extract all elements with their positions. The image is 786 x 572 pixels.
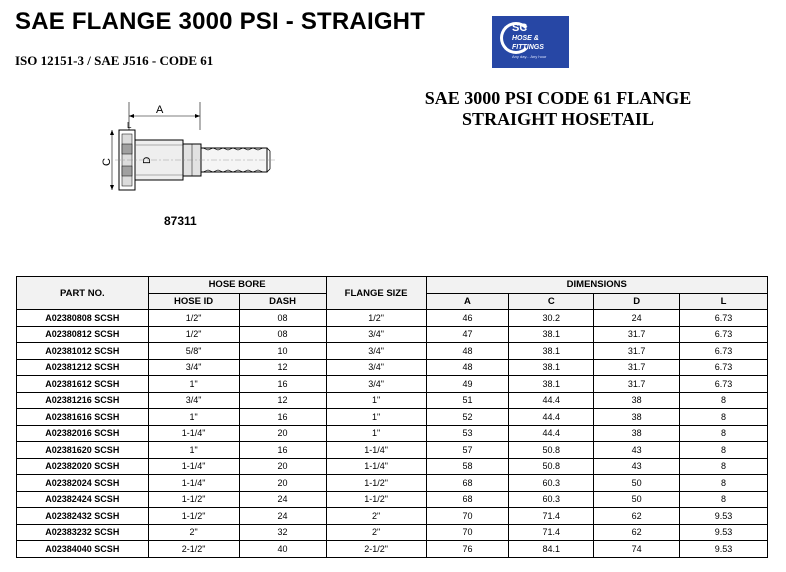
cell-dim-d: 62 — [594, 508, 680, 525]
cell-hose-id: 2-1/2" — [148, 541, 239, 558]
cell-dim-d: 74 — [594, 541, 680, 558]
cell-dim-a: 57 — [426, 442, 509, 459]
cell-dim-c: 71.4 — [509, 524, 594, 541]
table-row — [17, 508, 768, 525]
product-heading-line2: STRAIGHT HOSETAIL — [462, 109, 654, 129]
cell-dim-a: 76 — [426, 541, 509, 558]
cell-dim-l: 8 — [680, 425, 768, 442]
cell-flange-size: 1-1/2" — [326, 475, 426, 492]
cell-dash: 20 — [239, 458, 326, 475]
cell-hose-id: 3/4" — [148, 392, 239, 409]
cell-dim-a: 68 — [426, 475, 509, 492]
cell-dim-l: 8 — [680, 442, 768, 459]
table-row — [17, 392, 768, 409]
table-row — [17, 524, 768, 541]
cell-part-no: A02382424 SCSH — [17, 491, 149, 508]
table-row — [17, 491, 768, 508]
cell-dim-a: 49 — [426, 376, 509, 393]
cell-dash: 40 — [239, 541, 326, 558]
cell-dash: 10 — [239, 343, 326, 360]
cell-dim-l: 8 — [680, 409, 768, 426]
dim-label-c: C — [101, 158, 113, 166]
cell-dim-a: 48 — [426, 343, 509, 360]
parts-table-body — [17, 310, 768, 558]
cell-flange-size: 1/2" — [326, 310, 426, 327]
cell-dim-c: 44.4 — [509, 409, 594, 426]
cell-hose-id: 1/2" — [148, 310, 239, 327]
cell-dim-d: 31.7 — [594, 343, 680, 360]
cell-part-no: A02381212 SCSH — [17, 359, 149, 376]
table-row — [17, 376, 768, 393]
cell-dash: 20 — [239, 475, 326, 492]
table-row — [17, 343, 768, 360]
cell-dim-c: 30.2 — [509, 310, 594, 327]
cell-dim-a: 53 — [426, 425, 509, 442]
cell-hose-id: 1-1/4" — [148, 425, 239, 442]
cell-dim-a: 70 — [426, 508, 509, 525]
cell-hose-id: 1-1/2" — [148, 491, 239, 508]
cell-dash: 16 — [239, 442, 326, 459]
cell-hose-id: 1-1/4" — [148, 475, 239, 492]
cell-part-no: A02381616 SCSH — [17, 409, 149, 426]
cell-dim-c: 84.1 — [509, 541, 594, 558]
cell-dim-d: 38 — [594, 409, 680, 426]
cell-part-no: A02382020 SCSH — [17, 458, 149, 475]
cell-dim-a: 70 — [426, 524, 509, 541]
cell-dash: 20 — [239, 425, 326, 442]
cell-dash: 16 — [239, 409, 326, 426]
cell-dim-c: 60.3 — [509, 491, 594, 508]
standard-subtitle: ISO 12151-3 / SAE J516 - CODE 61 — [15, 53, 214, 68]
cell-hose-id: 1" — [148, 409, 239, 426]
cell-dim-d: 43 — [594, 442, 680, 459]
cell-part-no: A02384040 SCSH — [17, 541, 149, 558]
dim-label-l: L — [127, 121, 132, 130]
cell-dim-d: 31.7 — [594, 376, 680, 393]
cell-hose-id: 1-1/2" — [148, 508, 239, 525]
cell-dim-a: 48 — [426, 359, 509, 376]
product-code: 87311 — [164, 214, 197, 228]
cell-dim-d: 24 — [594, 310, 680, 327]
cell-dim-d: 38 — [594, 392, 680, 409]
header-hose-id: HOSE ID — [148, 293, 239, 310]
cell-flange-size: 2-1/2" — [326, 541, 426, 558]
cell-dim-l: 8 — [680, 491, 768, 508]
cell-dim-c: 44.4 — [509, 392, 594, 409]
cell-dim-a: 58 — [426, 458, 509, 475]
cell-dim-d: 43 — [594, 458, 680, 475]
logo-text-hose: HOSE & — [512, 35, 539, 42]
cell-part-no: A02381620 SCSH — [17, 442, 149, 459]
cell-dim-l: 8 — [680, 458, 768, 475]
cell-dim-l: 9.53 — [680, 541, 768, 558]
table-row — [17, 475, 768, 492]
cell-hose-id: 1-1/4" — [148, 458, 239, 475]
logo-text-fittings: FITTINGS — [512, 44, 544, 51]
header-dim-l: L — [680, 293, 768, 310]
cell-dim-a: 52 — [426, 409, 509, 426]
cell-dim-d: 31.7 — [594, 326, 680, 343]
table-row — [17, 442, 768, 459]
cell-dash: 32 — [239, 524, 326, 541]
cell-part-no: A02381012 SCSH — [17, 343, 149, 360]
cell-flange-size: 1-1/2" — [326, 491, 426, 508]
table-row — [17, 541, 768, 558]
cell-dim-c: 71.4 — [509, 508, 594, 525]
cell-dash: 12 — [239, 392, 326, 409]
cell-flange-size: 2" — [326, 524, 426, 541]
cell-dash: 08 — [239, 326, 326, 343]
cell-dim-c: 38.1 — [509, 359, 594, 376]
cell-hose-id: 2" — [148, 524, 239, 541]
parts-table — [16, 276, 768, 558]
cell-dim-c: 60.3 — [509, 475, 594, 492]
logo-tagline: Any day... Any hour — [512, 54, 547, 59]
page-title: SAE FLANGE 3000 PSI - STRAIGHT — [15, 8, 426, 35]
cell-dim-a: 51 — [426, 392, 509, 409]
cell-hose-id: 5/8" — [148, 343, 239, 360]
cell-dim-d: 38 — [594, 425, 680, 442]
cell-dim-c: 50.8 — [509, 442, 594, 459]
header-dim-d: D — [594, 293, 680, 310]
cell-part-no: A02383232 SCSH — [17, 524, 149, 541]
cell-dim-d: 62 — [594, 524, 680, 541]
cell-dim-a: 47 — [426, 326, 509, 343]
cell-part-no: A02381216 SCSH — [17, 392, 149, 409]
cell-dash: 16 — [239, 376, 326, 393]
cell-flange-size: 3/4" — [326, 376, 426, 393]
cell-dim-c: 38.1 — [509, 376, 594, 393]
cell-dim-c: 50.8 — [509, 458, 594, 475]
dim-label-a: A — [156, 104, 164, 116]
cell-dim-a: 68 — [426, 491, 509, 508]
cell-flange-size: 1-1/4" — [326, 442, 426, 459]
cell-flange-size: 1-1/4" — [326, 458, 426, 475]
cell-flange-size: 1" — [326, 392, 426, 409]
table-row — [17, 425, 768, 442]
table-row — [17, 458, 768, 475]
table-row — [17, 326, 768, 343]
header-dim-c: C — [509, 293, 594, 310]
cell-dim-l: 6.73 — [680, 326, 768, 343]
product-heading — [400, 88, 716, 130]
cell-dim-d: 31.7 — [594, 359, 680, 376]
table-row — [17, 310, 768, 327]
cell-flange-size: 1" — [326, 409, 426, 426]
cell-part-no: A02382016 SCSH — [17, 425, 149, 442]
cell-part-no: A02380808 SCSH — [17, 310, 149, 327]
cell-dim-l: 8 — [680, 475, 768, 492]
cell-dim-l: 6.73 — [680, 310, 768, 327]
dim-label-d: D — [142, 156, 153, 164]
header-dimensions: DIMENSIONS — [426, 277, 767, 294]
company-logo — [492, 16, 569, 68]
cell-dim-l: 6.73 — [680, 343, 768, 360]
cell-part-no: A02382432 SCSH — [17, 508, 149, 525]
table-row — [17, 409, 768, 426]
cell-part-no: A02382024 SCSH — [17, 475, 149, 492]
fitting-drawing — [100, 100, 280, 200]
cell-dash: 08 — [239, 310, 326, 327]
cell-dash: 12 — [239, 359, 326, 376]
cell-dash: 24 — [239, 491, 326, 508]
cell-flange-size: 3/4" — [326, 343, 426, 360]
cell-dim-c: 38.1 — [509, 326, 594, 343]
cell-dim-l: 9.53 — [680, 524, 768, 541]
table-row — [17, 359, 768, 376]
cell-dim-a: 46 — [426, 310, 509, 327]
cell-dim-d: 50 — [594, 475, 680, 492]
header-part-no: PART NO. — [17, 277, 149, 310]
logo-text-sc: SC — [512, 22, 528, 34]
cell-dim-l: 6.73 — [680, 376, 768, 393]
cell-flange-size: 3/4" — [326, 359, 426, 376]
header-dim-a: A — [426, 293, 509, 310]
cell-dash: 24 — [239, 508, 326, 525]
cell-part-no: A02381612 SCSH — [17, 376, 149, 393]
header-flange-size: FLANGE SIZE — [326, 277, 426, 310]
cell-hose-id: 1" — [148, 376, 239, 393]
header-dash: DASH — [239, 293, 326, 310]
cell-hose-id: 3/4" — [148, 359, 239, 376]
cell-dim-l: 6.73 — [680, 359, 768, 376]
cell-flange-size: 3/4" — [326, 326, 426, 343]
cell-hose-id: 1/2" — [148, 326, 239, 343]
cell-dim-l: 8 — [680, 392, 768, 409]
header-hose-bore: HOSE BORE — [148, 277, 326, 294]
product-heading-line1: SAE 3000 PSI CODE 61 FLANGE — [424, 88, 692, 108]
cell-flange-size: 1" — [326, 425, 426, 442]
cell-dim-c: 38.1 — [509, 343, 594, 360]
cell-dim-l: 9.53 — [680, 508, 768, 525]
cell-flange-size: 2" — [326, 508, 426, 525]
cell-part-no: A02380812 SCSH — [17, 326, 149, 343]
cell-dim-c: 44.4 — [509, 425, 594, 442]
cell-hose-id: 1" — [148, 442, 239, 459]
cell-dim-d: 50 — [594, 491, 680, 508]
